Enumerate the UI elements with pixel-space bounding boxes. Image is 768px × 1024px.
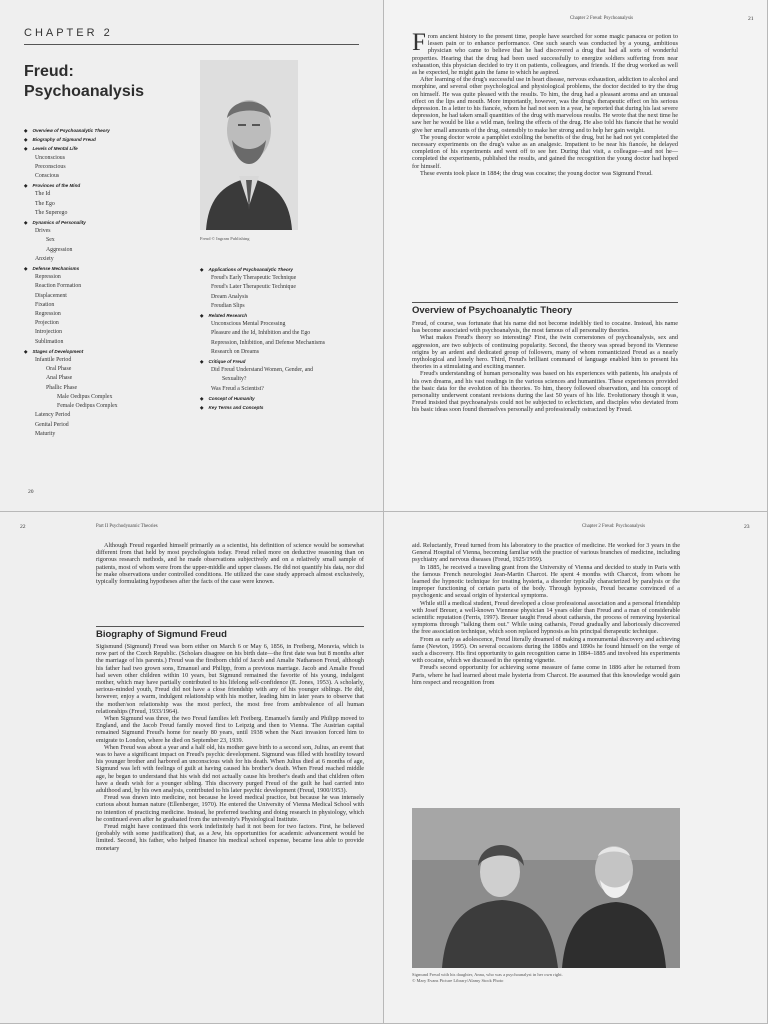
toc-entry: The Ego bbox=[35, 200, 55, 207]
toc-entry: Freud's Early Therapeutic Technique bbox=[211, 275, 297, 282]
drop-cap: F bbox=[412, 29, 426, 56]
toc-section-heading: ◆ Biography of Sigmund Freud bbox=[24, 135, 199, 144]
paragraph: Freud's second opportunity for achieving some measure of fame come in 1886 after he returned from Paris, where he had learned about male hysteria from Charcot. He assumed that this knowledge would gain him respect and recognition from bbox=[412, 664, 680, 686]
toc-section-heading: ◆ Dynamics of Personality bbox=[24, 218, 199, 227]
photo-caption bbox=[412, 972, 680, 984]
toc-entry: Male Oedipus Complex bbox=[57, 393, 113, 400]
paragraph: Sigismund (Sigmund) Freud was born either on March 6 or May 6, 1856, in Freiberg, Moravia, which is now part of the Czech Republic. (Scholars disagree on his birth date—the first date was but 8 months after the marriage of his parents.) Freud was the firstborn child of Jacob and Amalie Nathanson Freud, although his father had two grown sons, Emanuel and Philipp, from a previous marriage. Jacob and Amalie Freud had seven other children within 10 years, but Sigmund remained the favorite of his young, indulgent mother, which may have partially contributed to his lifelong self-confidence (E. Jones, 1953). A scholarly, serious-minded youth, Freud did not have a close friendship with any of his younger siblings. He did, however, enjoy a warm, indulgent relationship with his mother, leading him in later years to observe that the mother/son relationship was the most perfect, the most free from ambivalence of all human relationships (Freud, 1933/1964). bbox=[96, 643, 364, 715]
toc-section-heading: ◆ Levels of Mental Life bbox=[24, 144, 199, 153]
toc-entry: Phallic Phase bbox=[46, 384, 78, 391]
toc-entry: Reaction Formation bbox=[35, 283, 82, 290]
toc-entry: Oral Phase bbox=[46, 366, 72, 373]
toc-entry: Genital Period bbox=[35, 421, 69, 428]
chapter-label: CHAPTER 2 bbox=[24, 27, 113, 39]
toc-entry: Introjection bbox=[35, 329, 63, 336]
running-head: Part II Psychodynamic Theories bbox=[96, 524, 158, 529]
paragraph: Freud was drawn into medicine, not because he loved medical practice, but because he was intensely curious about human nature (Ellenberger, 1970). He entered the University of Vienna Medical School with no intention of practicing medicine. Instead, he preferred teaching and doing research in physiology, which he continued even after he graduated from the university's Physiological Institute. bbox=[96, 794, 364, 823]
toc-entry: Dream Analysis bbox=[211, 293, 249, 300]
section-heading: Overview of Psychoanalytic Theory bbox=[412, 305, 572, 316]
toc-entry: Unconscious bbox=[35, 154, 65, 161]
paragraph: Although Freud regarded himself primarily as a scientist, his definition of science would be somewhat different from that held by most psychologists today. Freud relied more on deductive reasoning than on rigorous research methods, and he made observations subjectively and on a relatively small sample of patients, most of whom were from the upper-middle and upper classes. He did not quantify his data, nor did he make observations under controlled conditions. He utilized the case study approach almost exclusively, typically formulating hypotheses after the facts of the case were known. bbox=[96, 542, 364, 586]
page-number: 22 bbox=[20, 524, 26, 530]
paragraph: While still a medical student, Freud developed a close professional association and a personal friendship with Josef Breuer, a well-known Viennese physician 14 years older than Freud and a man of considerable scientific reputation (Ferris, 1997). Breuer taught Freud about catharsis, the process of removing hysterical symptoms through "talking them out." While using catharsis, Freud gradually and laboriously discovered the free association technique, which soon replaced hypnosis as his principal therapeutic technique. bbox=[412, 599, 680, 636]
toc-entry: Infantile Period bbox=[35, 357, 72, 364]
toc-section-heading: ◆ Overview of Psychoanalytic Theory bbox=[24, 126, 199, 135]
page-23 bbox=[384, 512, 768, 1024]
toc-left-column bbox=[24, 126, 199, 439]
opening-text: rom ancient history to the present time, people have searched for some magic panacea or potion to lessen pain or to enhance performance. One such search was conducted by a young, ambitious physician who came to believe that he had discovered a drug that had all sorts of wonderful properties. Hearing that the drug had been used successfully to energize soldiers suffering from near exhaustion, this physician decided to try it on patients, colleagues, and friends. If the drug worked as well as he expected, he might gain the fame to which he aspired. bbox=[412, 33, 678, 77]
toc-entry: Sublimation bbox=[35, 338, 64, 345]
portrait-credit: Freud © Ingram Publishing bbox=[200, 236, 250, 241]
toc-section-heading: ◆ Applications of Psychoanalytic Theory bbox=[200, 265, 375, 274]
toc-section-heading: ◆ Concept of Humanity bbox=[200, 394, 375, 403]
toc-entry: Female Oedipus Complex bbox=[57, 403, 118, 410]
toc-entry: Anal Phase bbox=[46, 375, 73, 382]
paragraph: aid. Reluctantly, Freud turned from his laboratory to the practice of medicine. He worked for 3 years in the General Hospital of Vienna, becoming familiar with the practice of various branches of medicine, including psychiatry and nervous diseases (Freud, 1925/1959). bbox=[412, 542, 680, 564]
toc-section-heading: ◆ Related Research bbox=[200, 311, 375, 320]
biography-body bbox=[96, 643, 364, 852]
toc-entry: Did Freud Understand Women, Gender, and bbox=[211, 367, 314, 374]
paragraph: The young doctor wrote a pamphlet extolling the benefits of the drug, but he had not yet completed the necessary experiments on the drug's value as an analgesic. Impatient to be near his fiancée, he delayed completion of his experiments and went off to see her. During that visit, a colleague—and not he—completed the experiments, published the results, and gained the recognition the young doctor had hoped for himself. bbox=[412, 133, 678, 170]
running-head: Chapter 2 Freud: Psychoanalysis bbox=[570, 16, 634, 21]
toc-section-heading: ◆ Critique of Freud bbox=[200, 357, 375, 366]
paragraph: Freud, of course, was fortunate that his name did not become indelibly tied to cocaine. Instead, his name has become associated with psychoanalysis, the most famous of all personality theories. bbox=[412, 320, 678, 335]
toc-entry: Sex bbox=[46, 237, 55, 244]
paragraph: When Sigmund was three, the two Freud families left Freiberg. Emanuel's family and Philipp moved to England, and the Jacob Freud family moved first to Leipzig and then to Vienna. The Austrian capital remained Sigmund Freud's home for nearly 80 years, until 1938 when the Nazi invasion forced him to emigrate to London, where he died on September 23, 1939. bbox=[96, 715, 364, 744]
toc-entry: Unconscious Mental Processing bbox=[211, 321, 286, 328]
toc-entry: Pleasure and the Id, Inhibition and the Ego bbox=[211, 330, 311, 337]
chapter-rule bbox=[24, 44, 359, 45]
paragraph: Freud might have continued this work indefinitely had it not been for two factors. First, he believed (probably with some justification) that, as a Jew, his opportunities for academic advancement would be limited. Second, his father, who helped finance his medical school expense, became less able to provide monetary bbox=[96, 823, 364, 852]
toc-entry: The Superego bbox=[35, 209, 68, 216]
toc-entry: Regression bbox=[35, 311, 61, 318]
toc-entry: Repression bbox=[35, 274, 61, 281]
intro-body bbox=[96, 542, 364, 585]
section-heading: Biography of Sigmund Freud bbox=[96, 629, 227, 640]
opening-vignette bbox=[412, 29, 678, 177]
page-22 bbox=[0, 512, 384, 1024]
opening-paragraph bbox=[412, 29, 678, 77]
paragraph: These events took place in 1884; the drug was cocaine; the young doctor was Sigmund Freud. bbox=[420, 169, 653, 177]
toc-entry: Fixation bbox=[35, 301, 55, 308]
photo-caption-text: Sigmund Freud with his daughter, Anna, who was a psychoanalyst in her own right. bbox=[412, 972, 563, 977]
toc-entry: Research on Dreams bbox=[211, 348, 259, 355]
freud-portrait bbox=[200, 60, 298, 230]
toc-entry: Displacement bbox=[35, 292, 67, 299]
paragraph: In 1885, he received a traveling grant from the University of Vienna and decided to study in Paris with the famous French neurologist Jean-Martin Charcot. He spent 4 months with Charcot, from whom he learned the hypnotic technique for treating hysteria, a disorder typically characterized by paralysis or the improper functioning of certain parts of the body. Through hypnosis, Freud became convinced of a psychogenic and sexual origin of hysterical symptoms. bbox=[412, 563, 680, 600]
toc-entry: Anxiety bbox=[35, 255, 54, 262]
toc-entry: Maturity bbox=[35, 430, 56, 437]
biography-continued bbox=[412, 542, 680, 686]
toc-section-heading: ◆ Key Terms and Concepts bbox=[200, 403, 375, 412]
toc-right-column bbox=[200, 265, 375, 412]
chapter-title-line-2: Psychoanalysis bbox=[24, 83, 145, 100]
toc-entry: Drives bbox=[35, 228, 51, 235]
paragraph: When Freud was about a year and a half old, his mother gave birth to a second son, Julius, an event that was to have a significant impact on Freud's psychic development. Sigmund was filled with hostility toward his younger brother and harbored an unconscious wish for his death. When Julius died at 6 months of age, Sigmund was left with feelings of guilt at having caused his brother's death. When Freud reached middle age, he began to understand that his wish did not actually cause his brother's death and that children often have a death wish for a younger sibling. This discovery purged Freud of the guilt he had carried into adulthood and, by his own analysis, contributed to his later psychic development (Freud, 1900/1953). bbox=[96, 743, 364, 795]
paragraph: After learning of the drug's successful use in heart disease, nervous exhaustion, addiction to alcohol and morphine, and several other psychological and physiological problems, the doctor decided to try the drug on himself. He was quite pleased with the results. To him, the drug had a pleasant aroma and an unusual effect on the lips and mouth. More importantly, however, was the drug's therapeutic effect on his serious depression. In a letter to his fiancée, whom he had not seen in a year, he reported that during his last severe depression, he had taken small quantities of the drug with marvelous results. He wrote that the next time he saw her he would be like a wild man, feeling the effects of the drug. He also told his fiancée that he would give her small amounts of the drug, ostensibly to make her strong and to help her gain weight. bbox=[412, 76, 678, 134]
page-21 bbox=[384, 0, 768, 512]
toc-entry: Sexuality? bbox=[222, 376, 247, 383]
toc-section-heading: ◆ Defense Mechanisms bbox=[24, 264, 199, 273]
toc-entry: The Id bbox=[35, 191, 51, 198]
running-head: Chapter 2 Freud: Psychoanalysis bbox=[582, 524, 646, 529]
freud-portrait-image bbox=[200, 60, 298, 230]
toc-entry: Repression, Inhibition, and Defense Mechanisms bbox=[211, 339, 325, 346]
section-rule bbox=[96, 626, 364, 627]
toc-entry: Freud's Later Therapeutic Technique bbox=[211, 284, 296, 291]
overview-body bbox=[412, 320, 678, 414]
toc-entry: Freudian Slips bbox=[211, 302, 245, 309]
page-20 bbox=[0, 0, 384, 512]
paragraph: From as early as adolescence, Freud literally dreamed of making a monumental discovery and achieving fame (Newton, 1995). On several occasions during the 1880s and 1890s he found himself on the verge of such a discovery. His first opportunity to gain recognition came in 1884–1885 and involved his experiments with cocaine, which we discussed in the opening vignette. bbox=[412, 635, 680, 665]
freud-anna-photo-image bbox=[412, 808, 680, 968]
toc-entry: Was Freud a Scientist? bbox=[211, 385, 264, 392]
toc-entry: Projection bbox=[35, 320, 59, 327]
toc-entry: Conscious bbox=[35, 173, 60, 180]
section-rule bbox=[412, 302, 678, 303]
toc-section-heading: ◆ Provinces of the Mind bbox=[24, 181, 199, 190]
toc-entry: Aggression bbox=[46, 246, 73, 253]
freud-anna-photo bbox=[412, 808, 680, 968]
chapter-title bbox=[24, 62, 144, 102]
toc-entry: Preconscious bbox=[35, 163, 66, 170]
toc-section-heading: ◆ Stages of Development bbox=[24, 347, 199, 356]
paragraph: Freud's understanding of human personality was based on his experiences with patients, his analysis of his own dreams, and his vast readings in the various sciences and humanities. These experiences provided the basic data for the evolution of his theories. To him, theory followed observation, and his concept of personality underwent constant revisions during the last 50 years of his life. Evolutionary though it was, Freud insisted that psychoanalysis could not be subjected to eclecticism, and disciples who deviated from his basic ideas soon found themselves personally and professionally ostracized by Freud. bbox=[412, 370, 678, 414]
paragraph: What makes Freud's theory so interesting? First, the twin cornerstones of psychoanalysis, sex and aggression, are two subjects of continuing popularity. Second, the theory was spread beyond its Viennese origins by an ardent and dedicated group of followers, many of whom romanticized Freud as a nearly mythological and lonely hero. Third, Freud's brilliant command of language enabled him to present his theories in a stimulating and exciting manner. bbox=[412, 334, 678, 371]
page-number: 20 bbox=[28, 489, 34, 495]
chapter-title-line-1: Freud: bbox=[24, 63, 74, 80]
toc-entry: Latency Period bbox=[35, 412, 71, 419]
page-number: 21 bbox=[748, 16, 754, 22]
photo-credit: © Mary Evans Picture Library/Alamy Stock Photo bbox=[412, 978, 504, 983]
page-number: 23 bbox=[744, 524, 750, 530]
